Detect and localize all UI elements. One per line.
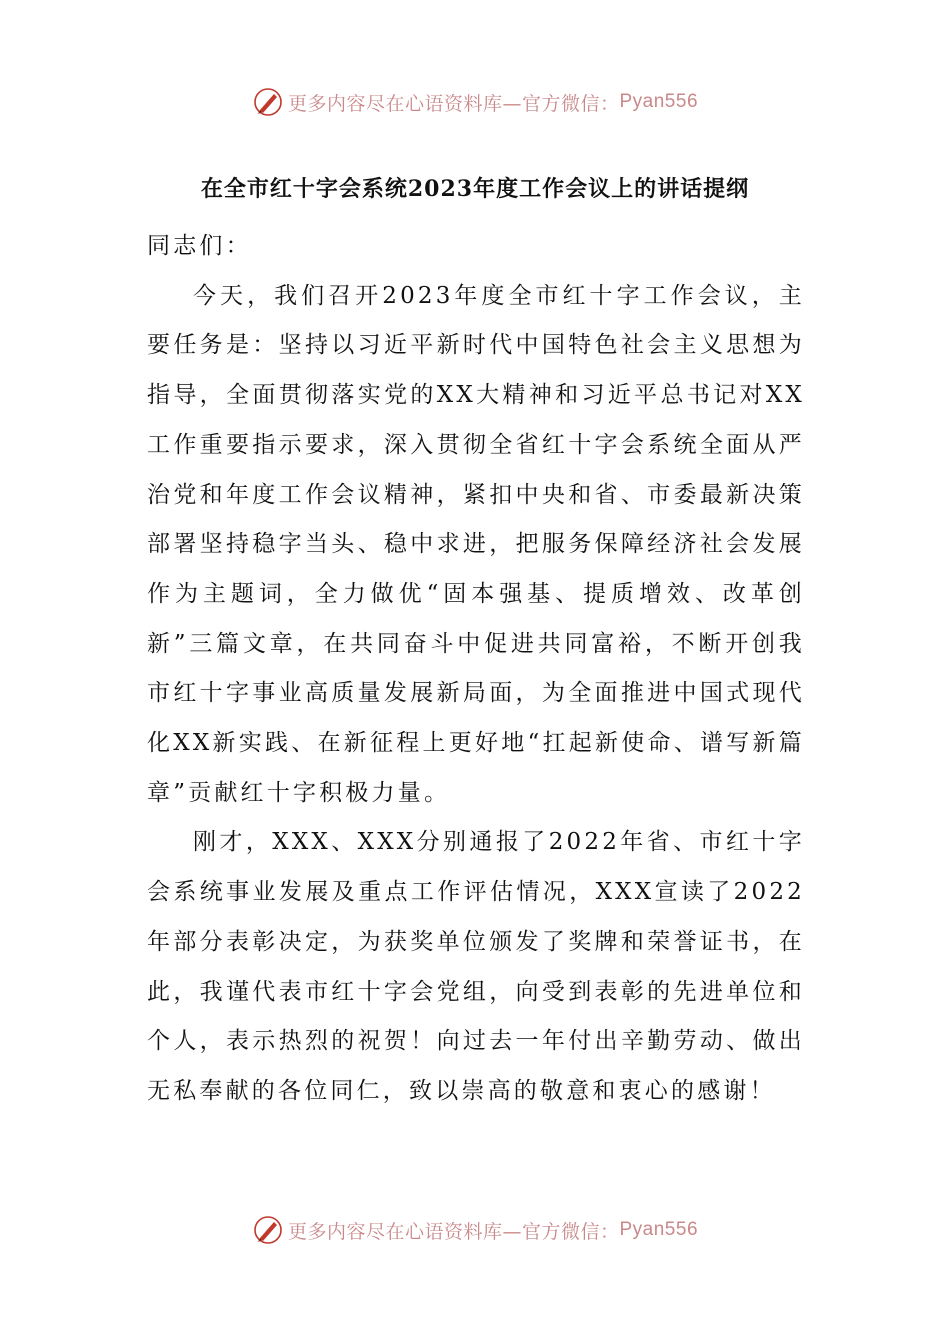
- paragraph: 刚才，XXX、XXX分别通报了2022年省、市红十字会系统事业发展及重点工作评估情况，XXX宣读了2022年部分表彰决定，为获奖单位颁发了奖牌和荣誉证书，在此，我谨代表市红十字会党组，向受到表彰的先进单位和个人，表示热烈的祝贺！向过去一年付出辛勤劳动、做出无私奉献的各位同仁，致以崇高的敬意和衷心的感谢！: [147, 829, 805, 1104]
- watermark-text: 更多内容尽在心语资料库—官方微信：: [287, 92, 620, 115]
- document-title: 在全市红十字会系统2023年度工作会议上的讲话提纲: [200, 176, 750, 202]
- pen-logo-icon: [252, 86, 284, 118]
- salutation: 同志们：: [147, 233, 252, 259]
- watermark-text: 更多内容尽在心语资料库—官方微信：: [287, 1220, 620, 1243]
- pen-logo-icon: [252, 1214, 284, 1246]
- paragraph: 今天，我们召开2023年度全市红十字工作会议，主要任务是：坚持以习近平新时代中国特色社会主义思想为指导，全面贯彻落实党的XX大精神和习近平总书记对XX工作重要指示要求，深入贯彻全省红十字会系统全面从严治党和年度工作会议精神，紧扣中央和省、市委最新决策部署坚持稳字当头、稳中求进，把服务保障经济社会发展作为主题词，全力做优“固本强基、提质增效、改革创新”三篇文章，在共同奋斗中促进共同富裕，不断开创我市红十字事业高质量发展新局面，为全面推进中国式现代化XX新实践、在新征程上更好地“扛起新使命、谱写新篇章”贡献红十字积极力量。: [147, 282, 805, 806]
- document-body: [147, 222, 805, 1117]
- footer-watermark: [0, 1210, 950, 1250]
- header-watermark: [0, 82, 950, 122]
- watermark-wechat-id: Pyan556: [619, 91, 699, 112]
- watermark-wechat-id: Pyan556: [619, 1219, 699, 1240]
